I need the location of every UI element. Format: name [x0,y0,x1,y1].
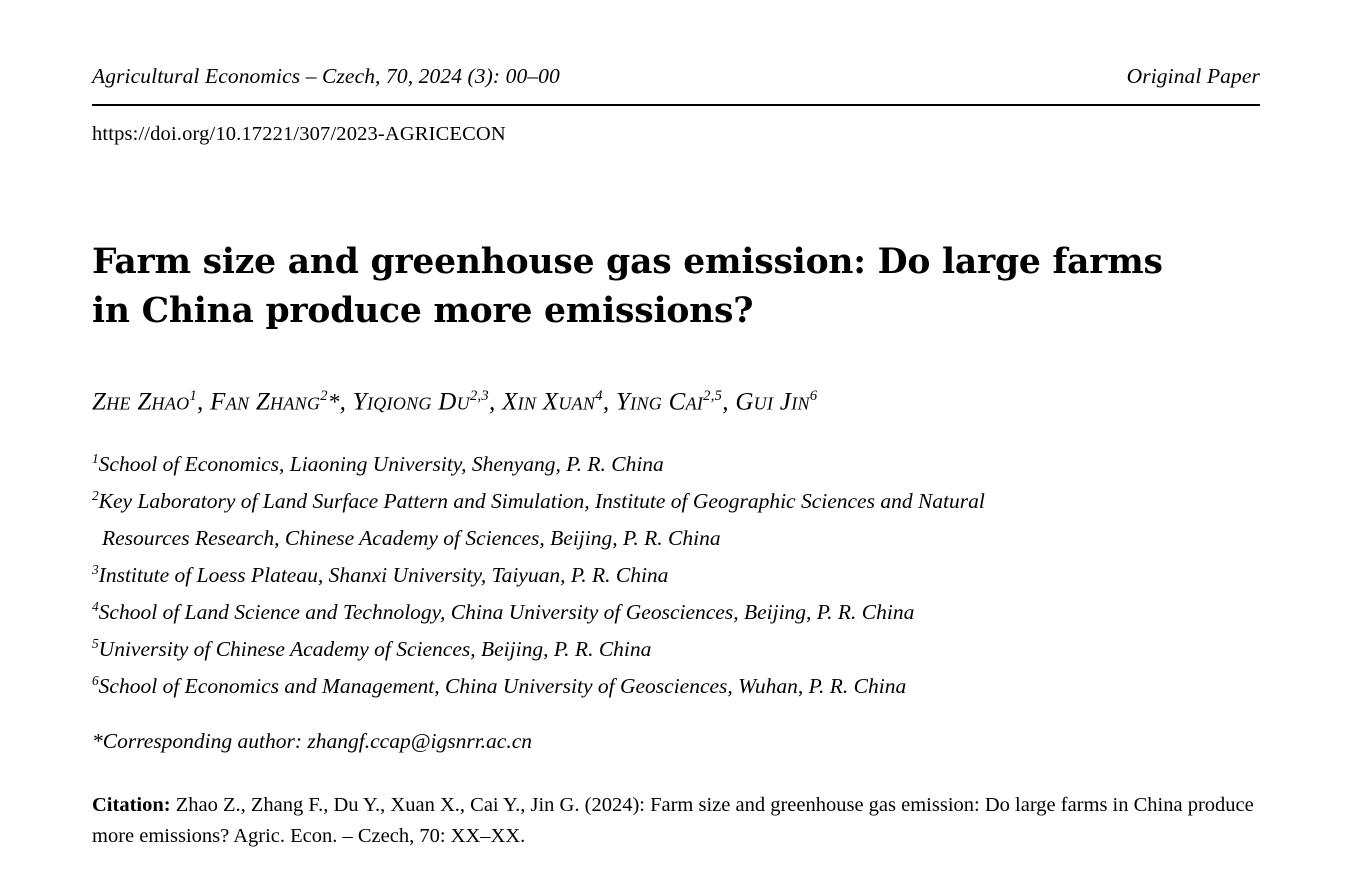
citation-label: Citation: [92,794,171,817]
affiliation-text: Institute of Loess Plateau, Shanxi University, Taiyuan, P. R. China [98,563,669,588]
author-affiliation-marker: 6 [809,387,818,404]
affiliation-text: Key Laboratory of Land Surface Pattern and Simulation, Institute of Geographic Sciences and Natural [98,489,985,514]
affiliation-list [92,446,1260,705]
journal-reference: Agricultural Economics – Czech, 70, 2024 (3): 00–00 [92,64,560,88]
author-separator: , [197,388,211,416]
author-name: Ying Cai [615,388,704,416]
author-separator: , [339,388,353,416]
affiliation-marker: 2 [92,488,99,504]
author-affiliation-marker: 2,5 [703,387,723,404]
author-affiliation-marker: 2,3 [469,387,489,404]
affiliation-text-continued: Resources Research, Chinese Academy of Sciences, Beijing, P. R. China [102,526,721,551]
citation-block [92,790,1260,852]
doi-link[interactable]: https://doi.org/10.17221/307/2023-AGRICECON [92,123,506,145]
affiliation-item [92,594,1260,631]
page-title: Farm size and greenhouse gas emission: Do large farms in China produce more emissions? [92,242,1163,331]
article-type: Original Paper [1126,64,1260,88]
corresponding-author: *Corresponding author: zhangf.ccap@igsnrr.ac.cn [92,729,533,754]
affiliation-marker: 1 [92,451,99,467]
affiliation-item [92,668,1260,705]
affiliation-text: School of Land Science and Technology, China University of Geosciences, Beijing, P. R. China [98,600,915,625]
author-name: Yiqiong Du [352,388,470,416]
author-separator: , [602,388,616,416]
author-name: Gui Jin [735,388,810,416]
affiliation-marker: 4 [92,599,99,615]
running-head [92,0,1260,89]
affiliation-item [92,631,1260,668]
affiliation-marker: 3 [92,562,99,578]
author-name: Xin Xuan [502,388,596,416]
affiliation-text: School of Economics and Management, China University of Geosciences, Wuhan, P. R. China [98,674,907,699]
affiliation-text: School of Economics, Liaoning University, Shenyang, P. R. China [98,452,664,477]
author-name: Zhe Zhao [92,388,190,416]
author-separator: , [722,388,736,416]
affiliation-text: University of Chinese Academy of Sciences, Beijing, P. R. China [98,637,652,662]
affiliation-marker: 6 [92,672,99,688]
author-separator: , [488,388,503,416]
author-affiliation-marker: 2 [320,387,328,404]
affiliation-item [92,557,1260,594]
author-affiliation-marker: 4 [595,387,603,404]
author-affiliation-marker: 1 [189,387,198,404]
author-name: Fan Zhang [210,388,321,416]
corresponding-author-marker: * [327,389,340,415]
affiliation-item [92,446,1260,483]
header-divider [92,104,1260,106]
affiliation-item [92,483,1260,557]
citation-text: Zhao Z., Zhang F., Du Y., Xuan X., Cai Y., Jin G. (2024): Farm size and greenhouse gas emission: Do large farms in China produce more emissions? Agric. Econ. – Czech, 70: XX–XX. [92,794,1254,848]
author-list [92,388,1260,416]
affiliation-marker: 5 [92,635,99,651]
